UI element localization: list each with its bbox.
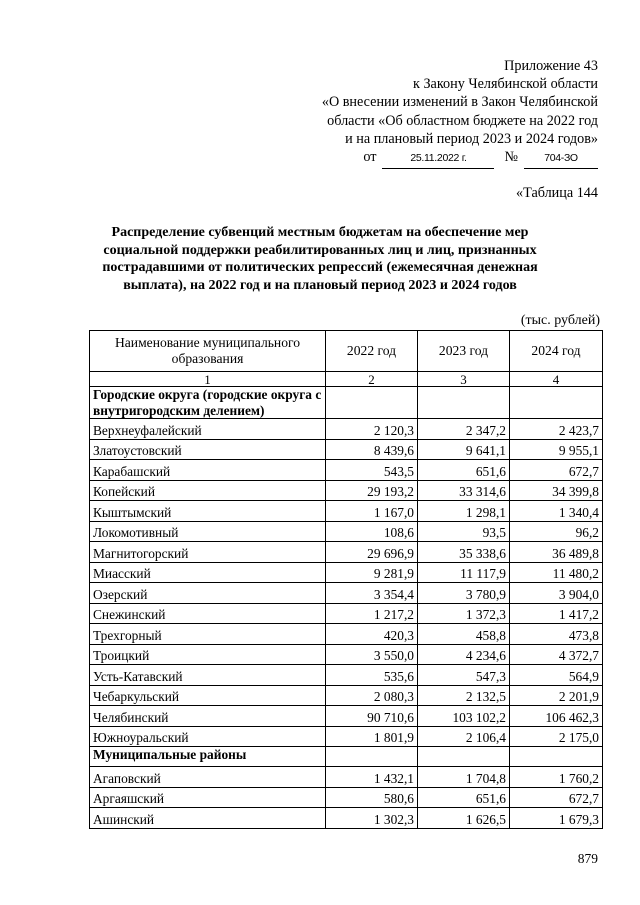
table-row — [90, 685, 603, 706]
municipality-name: Аргаяшский — [90, 787, 326, 808]
table-row — [90, 439, 603, 460]
section-row — [90, 387, 603, 419]
appendix-line: области «Об областном бюджете на 2022 год — [327, 112, 598, 129]
appendix-line: и на плановый период 2023 и 2024 годов» — [345, 130, 598, 147]
column-number: 4 — [510, 372, 603, 387]
table-row — [90, 808, 603, 829]
table-row — [90, 501, 603, 522]
value-2022: 1 217,2 — [326, 603, 418, 624]
value-2022: 535,6 — [326, 665, 418, 686]
table-row — [90, 419, 603, 440]
law-date-number-line — [258, 148, 598, 169]
value-2022: 2 080,3 — [326, 685, 418, 706]
value-2022: 108,6 — [326, 521, 418, 542]
municipality-name: Златоустовский — [90, 439, 326, 460]
value-2022: 3 550,0 — [326, 644, 418, 665]
table-header-row — [90, 331, 603, 372]
value-2023: 651,6 — [418, 460, 510, 481]
empty-cell — [510, 387, 603, 419]
value-2024: 3 904,0 — [510, 583, 603, 604]
table-row — [90, 726, 603, 747]
value-2023: 9 641,1 — [418, 439, 510, 460]
value-2024: 96,2 — [510, 521, 603, 542]
table-row — [90, 767, 603, 788]
municipality-name: Чебаркульский — [90, 685, 326, 706]
value-2024: 36 489,8 — [510, 542, 603, 563]
table-row — [90, 521, 603, 542]
value-2022: 420,3 — [326, 624, 418, 645]
column-number: 3 — [418, 372, 510, 387]
value-2024: 4 372,7 — [510, 644, 603, 665]
value-2023: 2 132,5 — [418, 685, 510, 706]
value-2023: 103 102,2 — [418, 706, 510, 727]
empty-cell — [326, 387, 418, 419]
empty-cell — [418, 387, 510, 419]
table-row — [90, 706, 603, 727]
value-2023: 547,3 — [418, 665, 510, 686]
table-row — [90, 542, 603, 563]
table-body — [90, 387, 603, 829]
value-2022: 29 696,9 — [326, 542, 418, 563]
municipality-name: Снежинский — [90, 603, 326, 624]
municipality-name: Усть-Катавский — [90, 665, 326, 686]
value-2023: 1 372,3 — [418, 603, 510, 624]
value-2023: 33 314,6 — [418, 480, 510, 501]
value-2024: 9 955,1 — [510, 439, 603, 460]
value-2023: 2 106,4 — [418, 726, 510, 747]
municipality-name: Озерский — [90, 583, 326, 604]
table-row — [90, 603, 603, 624]
value-2024: 1 340,4 — [510, 501, 603, 522]
header-municipality: Наименование муниципального образования — [90, 331, 326, 372]
value-2023: 35 338,6 — [418, 542, 510, 563]
appendix-line: к Закону Челябинской области — [413, 76, 598, 93]
value-2022: 8 439,6 — [326, 439, 418, 460]
appendix-line: «О внесении изменений в Закон Челябинской — [321, 94, 598, 111]
value-2023: 458,8 — [418, 624, 510, 645]
value-2024: 34 399,8 — [510, 480, 603, 501]
value-2024: 2 201,9 — [510, 685, 603, 706]
table-row — [90, 460, 603, 481]
value-2023: 1 626,5 — [418, 808, 510, 829]
value-2024: 2 423,7 — [510, 419, 603, 440]
table-row — [90, 665, 603, 686]
section-title: Муниципальные районы — [90, 747, 326, 767]
value-2023: 1 298,1 — [418, 501, 510, 522]
value-2022: 1 432,1 — [326, 767, 418, 788]
empty-cell — [510, 747, 603, 767]
document-title: Распределение субвенций местным бюджетам на обеспечение мер социальной поддержки реабилитированных лиц и лиц, признанных пострадавшими от политических репрессий (ежемесячная денежная выплата), на 2022 год и на плановый период 2023 и 2024 годов — [102, 225, 538, 293]
value-2024: 1 417,2 — [510, 603, 603, 624]
value-2024: 672,7 — [510, 787, 603, 808]
municipality-name: Кыштымский — [90, 501, 326, 522]
empty-cell — [326, 747, 418, 767]
value-2024: 1 760,2 — [510, 767, 603, 788]
value-2023: 2 347,2 — [418, 419, 510, 440]
value-2022: 580,6 — [326, 787, 418, 808]
value-2022: 1 167,0 — [326, 501, 418, 522]
value-2023: 4 234,6 — [418, 644, 510, 665]
value-2024: 564,9 — [510, 665, 603, 686]
column-number-row — [90, 372, 603, 387]
municipality-name: Магнитогорский — [90, 542, 326, 563]
value-2022: 90 710,6 — [326, 706, 418, 727]
law-number: 704-ЗО — [524, 149, 598, 169]
empty-cell — [418, 747, 510, 767]
municipality-name: Карабашский — [90, 460, 326, 481]
municipality-name: Миасский — [90, 562, 326, 583]
value-2024: 672,7 — [510, 460, 603, 481]
page-number: 879 — [577, 851, 598, 866]
municipality-name: Локомотивный — [90, 521, 326, 542]
units-label: (тыс. рублей) — [520, 313, 600, 328]
municipality-name: Верхнеуфалейский — [90, 419, 326, 440]
value-2022: 543,5 — [326, 460, 418, 481]
municipality-name: Челябинский — [90, 706, 326, 727]
header-2024: 2024 год — [510, 331, 603, 372]
table-row — [90, 624, 603, 645]
value-2024: 2 175,0 — [510, 726, 603, 747]
column-number: 1 — [90, 372, 326, 387]
table-row — [90, 562, 603, 583]
value-2023: 1 704,8 — [418, 767, 510, 788]
municipality-name: Копейский — [90, 480, 326, 501]
municipality-name: Трехгорный — [90, 624, 326, 645]
value-2023: 651,6 — [418, 787, 510, 808]
table-row — [90, 644, 603, 665]
appendix-line: Приложение 43 — [504, 58, 598, 74]
value-2022: 29 193,2 — [326, 480, 418, 501]
value-2023: 3 780,9 — [418, 583, 510, 604]
section-row — [90, 747, 603, 767]
value-2022: 3 354,4 — [326, 583, 418, 604]
column-number: 2 — [326, 372, 418, 387]
table-row — [90, 480, 603, 501]
section-title: Городские округа (городские округа с внутригородским делением) — [90, 387, 326, 419]
subsidy-table — [89, 330, 603, 829]
municipality-name: Ашинский — [90, 808, 326, 829]
number-label: № — [504, 149, 518, 166]
header-2022: 2022 год — [326, 331, 418, 372]
value-2022: 1 302,3 — [326, 808, 418, 829]
value-2024: 11 480,2 — [510, 562, 603, 583]
value-2022: 2 120,3 — [326, 419, 418, 440]
value-2024: 1 679,3 — [510, 808, 603, 829]
municipality-name: Южноуральский — [90, 726, 326, 747]
appendix-header — [258, 57, 598, 169]
value-2022: 9 281,9 — [326, 562, 418, 583]
value-2023: 11 117,9 — [418, 562, 510, 583]
value-2023: 93,5 — [418, 521, 510, 542]
value-2024: 106 462,3 — [510, 706, 603, 727]
municipality-name: Агаповский — [90, 767, 326, 788]
value-2024: 473,8 — [510, 624, 603, 645]
value-2022: 1 801,9 — [326, 726, 418, 747]
law-date: 25.11.2022 г. — [382, 149, 494, 169]
header-2023: 2023 год — [418, 331, 510, 372]
table-row — [90, 787, 603, 808]
from-label: от — [363, 149, 377, 166]
municipality-name: Троицкий — [90, 644, 326, 665]
table-row — [90, 583, 603, 604]
table-reference: «Таблица 144 — [516, 185, 598, 201]
